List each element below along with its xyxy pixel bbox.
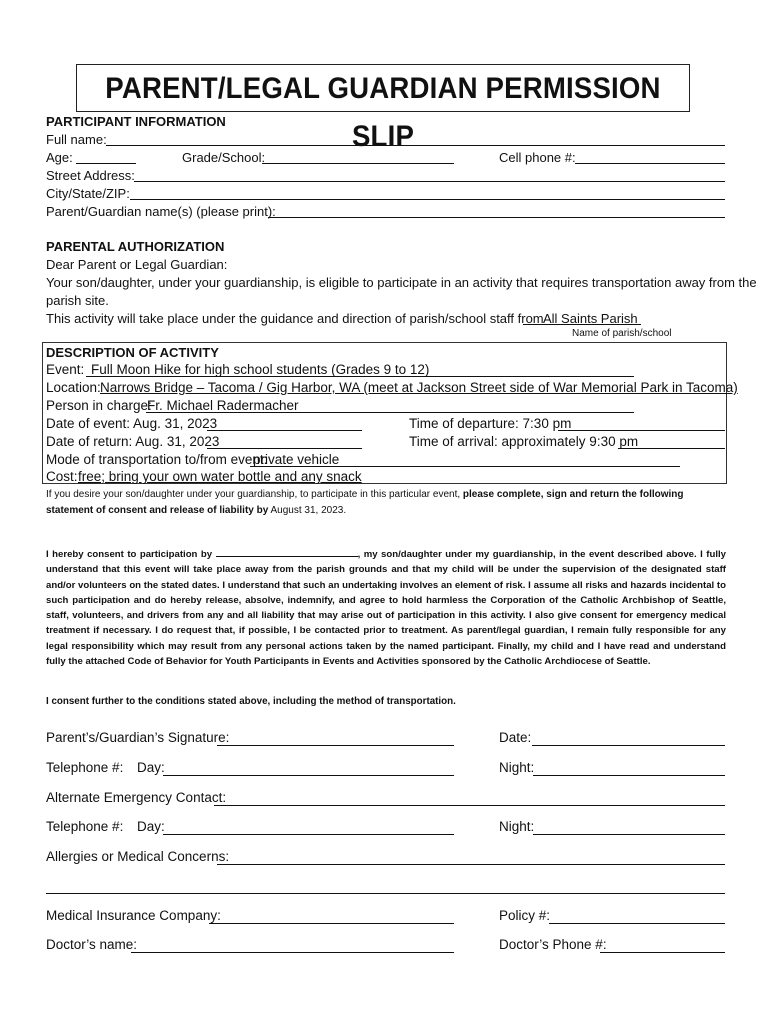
date-return-line <box>207 448 362 449</box>
cost-label: Cost: <box>46 469 78 484</box>
instructions-part1: If you desire your son/daughter under your guardianship, to participate in this particular event, <box>46 489 461 500</box>
night-phone-field[interactable] <box>533 775 725 776</box>
policy-field[interactable] <box>549 923 725 924</box>
night2-phone-field[interactable] <box>533 834 725 835</box>
age-label: Age: <box>46 150 73 165</box>
consent-paragraph <box>46 546 726 669</box>
insurance-field[interactable] <box>209 923 454 924</box>
allergies-field-2[interactable] <box>46 893 725 894</box>
parish-caption: Name of parish/school <box>572 328 672 339</box>
eligibility-text: Your son/daughter, under your guardianship, is eligible to participate in an activity that requires transportation away from the <box>46 275 757 290</box>
time-departure-line <box>558 430 725 431</box>
activity-heading: DESCRIPTION OF ACTIVITY <box>46 345 219 360</box>
consent-body: , my son/daughter under my guardianship, in the event described above. I fully understand that this event will take place away from the parish grounds and that my child will be under the supervision of the designated staff and/or volunteers on the stated dates. I understand that such an undertaking involves an element of risk. I assume all risks and hazards incidental to such participation and do hereby release, absolve, indemnify, and agree to hold harmless the Corporation of the Catholic Archbishop of Seattle, staff, volunteers, and drivers from any and all liability that may arise out of participation in this activity. I also give consent for emergency medical treatment if necessary. I do request that, if possible, I be contacted prior to treatment. As parent/legal guardian, I remain fully responsible for any legal responsibility which may result from any personal actions taken by the named participant. Finally, my child and I have read and understand fully the attached Code of Behavior for Youth Participants in Events and Activities sponsored by the Catholic Archdiocese of Seattle. <box>46 549 726 668</box>
instructions <box>46 487 726 518</box>
cost-value: free; bring your own water bottle and any snack <box>78 469 362 484</box>
authorization-heading: PARENTAL AUTHORIZATION <box>46 239 225 254</box>
street-address-label: Street Address: <box>46 168 135 183</box>
grade-school-label: Grade/School: <box>182 150 266 165</box>
doctor-name-field[interactable] <box>131 952 454 953</box>
person-value: Fr. Michael Radermacher <box>147 398 299 413</box>
page-title: PARENT/LEGAL GUARDIAN PERMISSION SLIP <box>105 72 661 153</box>
city-state-zip-field[interactable] <box>130 199 725 200</box>
time-arrival-line <box>618 448 725 449</box>
policy-label: Policy #: <box>499 908 551 923</box>
date-event-line <box>207 430 362 431</box>
transport-value: private vehicle <box>253 452 340 467</box>
night-label: Night: <box>499 760 535 775</box>
telephone-label: Telephone #: <box>46 760 124 775</box>
day-label: Day: <box>137 760 165 775</box>
parish-value: All Saints Parish <box>543 311 638 326</box>
telephone2-label: Telephone #: <box>46 819 124 834</box>
time-departure-text: Time of departure: 7:30 pm <box>409 416 572 431</box>
alternate-contact-label: Alternate Emergency Contact: <box>46 790 227 805</box>
consent-intro: I hereby consent to participation by <box>46 549 213 560</box>
night2-label: Night: <box>499 819 535 834</box>
cell-phone-label: Cell phone #: <box>499 150 576 165</box>
city-state-zip-label: City/State/ZIP: <box>46 186 130 201</box>
parent-names-field[interactable] <box>268 217 725 218</box>
cell-phone-field[interactable] <box>575 163 725 164</box>
signature-label: Parent’s/Guardian’s Signature: <box>46 730 230 745</box>
instructions-part4: August 31, 2023. <box>270 504 347 516</box>
instructions-part2: please complete, sign and return the following <box>462 489 684 500</box>
full-name-label: Full name: <box>46 132 107 147</box>
doctor-phone-label: Doctor’s Phone #: <box>499 937 607 952</box>
day2-label: Day: <box>137 819 165 834</box>
salutation-text: Dear Parent or Legal Guardian: <box>46 257 228 272</box>
transport-label: Mode of transportation to/from event: <box>46 452 268 467</box>
allergies-field[interactable] <box>217 864 725 865</box>
street-address-field[interactable] <box>134 181 725 182</box>
doctor-phone-field[interactable] <box>600 952 725 953</box>
date-event-text: Date of event: Aug. 31, 2023 <box>46 416 218 431</box>
grade-school-field[interactable] <box>262 163 454 164</box>
date-field[interactable] <box>532 745 725 746</box>
doctor-name-label: Doctor’s name: <box>46 937 138 952</box>
person-label: Person in charge: <box>46 398 152 413</box>
full-name-field[interactable] <box>106 145 725 146</box>
age-field[interactable] <box>76 163 136 164</box>
guidance-text: This activity will take place under the guidance and direction of parish/school staff from <box>46 311 544 326</box>
parish-site-text: parish site. <box>46 293 109 308</box>
transport-consent-text: I consent further to the conditions stated above, including the method of transportation. <box>46 696 456 707</box>
alternate-contact-field[interactable] <box>214 805 725 806</box>
day2-phone-field[interactable] <box>163 834 454 835</box>
participant-name-field[interactable] <box>216 546 358 557</box>
time-arrival-text: Time of arrival: approximately 9:30 pm <box>409 434 639 449</box>
location-label: Location: <box>46 380 101 395</box>
location-value: Narrows Bridge – Tacoma / Gig Harbor, WA (meet at Jackson Street side of War Memorial Park in Tacoma) <box>100 380 738 395</box>
signature-field[interactable] <box>217 745 454 746</box>
parent-names-label: Parent/Guardian name(s) (please print): <box>46 204 276 219</box>
event-value: Full Moon Hike for high school students (Grades 9 to 12) <box>91 362 430 377</box>
participant-heading: PARTICIPANT INFORMATION <box>46 114 226 129</box>
allergies-label: Allergies or Medical Concerns: <box>46 849 230 864</box>
insurance-label: Medical Insurance Company: <box>46 908 221 923</box>
date-return-text: Date of return: Aug. 31, 2023 <box>46 434 220 449</box>
day-phone-field[interactable] <box>163 775 454 776</box>
event-label: Event: <box>46 362 85 377</box>
date-label: Date: <box>499 730 532 745</box>
instructions-part3: statement of consent and release of liability by <box>46 504 269 516</box>
